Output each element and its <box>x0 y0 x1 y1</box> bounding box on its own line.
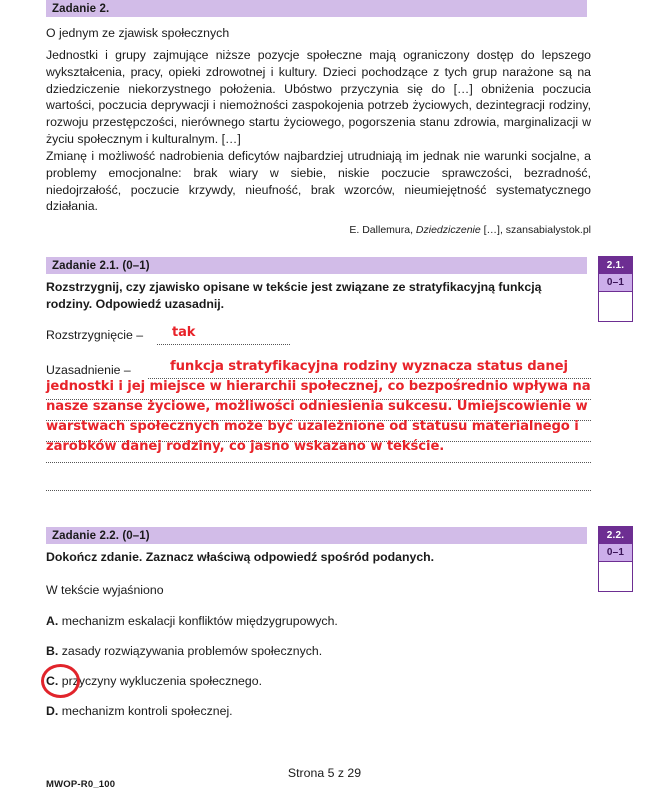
justification-rule-6[interactable] <box>46 489 591 491</box>
selected-answer-circle-icon <box>41 664 80 698</box>
option-b-text: zasady rozwiązywania problemów społecznych. <box>61 644 323 658</box>
decision-answer-ink: tak <box>172 325 196 340</box>
score-box-2-1[interactable] <box>598 256 633 322</box>
justification-ink-line-1: funkcja stratyfikacyjna rodziny wyznacza status danej <box>170 359 568 374</box>
option-a-letter: A. <box>46 614 59 628</box>
option-a-text: mechanizm eskalacji konfliktów międzygrupowych. <box>61 614 338 628</box>
task-2-intro: O jednym ze zjawisk społecznych <box>46 26 230 40</box>
source-title: Dziedziczenie <box>415 224 481 236</box>
task-2-paragraph-2: Zmianę i możliwość nadrobienia deficytów najbardziej utrudniają im jednak nie warunki socjalne, a problemy emocjonalne: brak wiary w siebie, niskie poczucie sprawczości, bezradność, niedojrzałość, poczucie krzywdy, nieufność, brak wzorców, nieumiejętność systematycznego działania. <box>46 149 591 214</box>
source-author: E. Dallemura, <box>349 224 416 236</box>
option-b[interactable] <box>46 643 322 659</box>
option-d-letter: D. <box>46 704 59 718</box>
score-box-2-1-range: 0–1 <box>599 274 632 292</box>
task-2-1-header: Zadanie 2.1. (0–1) <box>46 257 587 274</box>
score-box-2-2-value[interactable] <box>599 562 632 591</box>
justification-label: Uzasadnienie – <box>46 363 131 377</box>
task-2-paragraph-1: Jednostki i grupy zajmujące niższe pozycje społeczne mają ograniczony dostęp do lepszego wykształcenia, pracy, opieki zdrowotnej i kultury. Dzieci pochodzące z tych grup narażone są na dziedziczenie niekorzystnego położenia. Ubóstwo przyczynia się do […] obniżenia poczucia wartości, poczucia deprywacji i niemożności zaspokojenia potrzeb życiowych, dezintegracji rodziny, rozwoju przestępczości, nierównego startu życiowego, pogorszenia stanu zdrowia, marginalizacji w życiu społecznym i kulturalnym. […] <box>46 48 591 146</box>
option-c-text: przyczyny wykluczenia społecznego. <box>61 674 262 688</box>
option-a[interactable] <box>46 613 338 629</box>
page-number: Strona 5 z 29 <box>287 766 362 780</box>
score-box-2-1-value[interactable] <box>599 292 632 321</box>
score-box-2-2[interactable] <box>598 526 633 592</box>
option-d[interactable] <box>46 703 233 719</box>
justification-ink-line-2: jednostki i jej miejsce w hierarchii społecznej, co bezpośrednio wpływa na <box>46 379 591 394</box>
task-2-source <box>46 224 591 236</box>
justification-ink-line-3: nasze szanse życiowe, możliwości odniesienia sukcesu. Umiejscowienie w <box>46 399 588 414</box>
decision-answer-rule[interactable] <box>157 343 290 345</box>
decision-label: Rozstrzygnięcie – <box>46 328 144 342</box>
task-2-2-stem: W tekście wyjaśniono <box>46 583 164 597</box>
option-c-letter: C. <box>46 674 59 688</box>
justification-rule-5[interactable] <box>46 461 591 463</box>
task-2-2-header: Zadanie 2.2. (0–1) <box>46 527 587 544</box>
option-d-text: mechanizm kontroli społecznej. <box>61 704 233 718</box>
task-2-2-command: Dokończ zdanie. Zaznacz właściwą odpowiedź spośród podanych. <box>46 550 435 564</box>
task-2-1-command: Rozstrzygnij, czy zjawisko opisane w tekście jest związane ze stratyfikacyjną funkcją rodziny. Odpowiedź uzasadnij. <box>46 280 542 311</box>
task-2-header: Zadanie 2. <box>46 0 587 17</box>
justification-ink-line-5: zarobków danej rodziny, co jasno wskazano w tekście. <box>46 439 445 454</box>
document-code: MWOP-R0_100 <box>46 779 116 790</box>
option-b-letter: B. <box>46 644 59 658</box>
score-box-2-1-number: 2.1. <box>599 257 632 274</box>
score-box-2-2-number: 2.2. <box>599 527 632 544</box>
score-box-2-2-range: 0–1 <box>599 544 632 562</box>
justification-ink-line-4: warstwach społecznych może być uzależnione od statusu materialnego i <box>46 419 579 434</box>
source-rest: […], szansabialystok.pl <box>480 224 591 236</box>
